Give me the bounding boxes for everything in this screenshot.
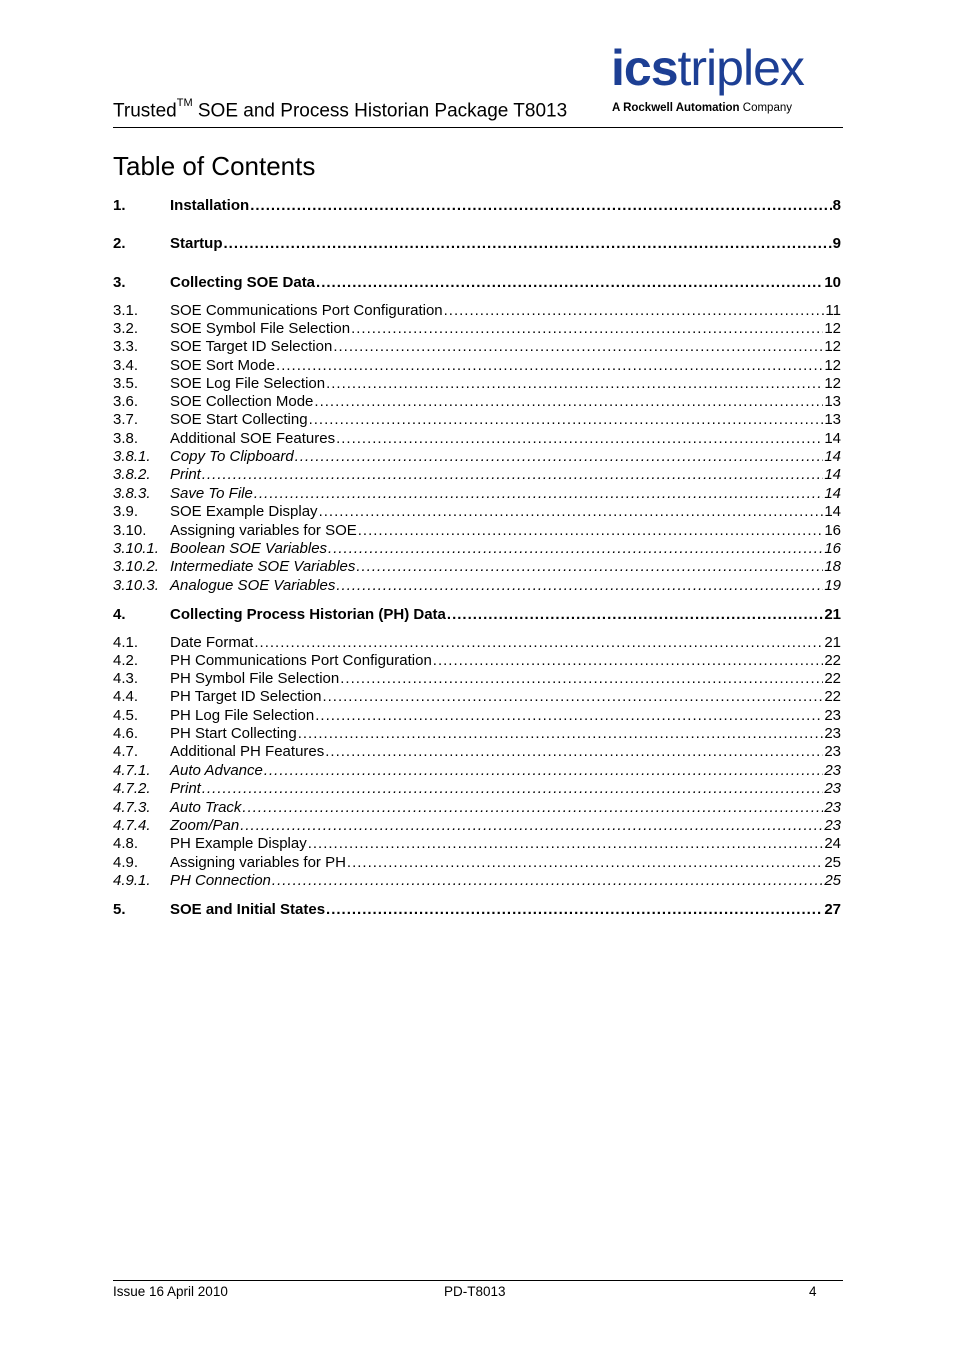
logo-wordmark: [611, 40, 843, 96]
toc-dot-leader: [356, 558, 823, 576]
toc-dot-leader: [319, 503, 824, 521]
toc-entry[interactable]: [113, 430, 841, 448]
toc-entry[interactable]: [113, 320, 841, 338]
toc-entry-title: Additional SOE Features: [170, 430, 336, 447]
toc-dot-leader: [336, 577, 823, 595]
toc-entry-number: 4.3.: [113, 670, 139, 687]
toc-entry-page: 23: [824, 799, 841, 816]
toc-entry[interactable]: [113, 872, 841, 890]
toc-entry-number: 3.8.2.: [113, 466, 151, 483]
toc-entry-page: 25: [824, 854, 841, 871]
toc-entry[interactable]: [113, 652, 841, 670]
toc-dot-leader: [242, 799, 823, 817]
toc-entry-number: 3.3.: [113, 338, 139, 355]
toc-entry-title: SOE Symbol File Selection: [170, 320, 351, 337]
toc-entry[interactable]: [113, 799, 841, 817]
toc-entry-page: 16: [824, 540, 841, 557]
toc-entry[interactable]: [113, 522, 841, 540]
toc-entry-title: Print: [170, 780, 201, 797]
toc-dot-leader: [444, 302, 825, 320]
toc-dot-leader: [358, 522, 824, 540]
toc-dot-leader: [298, 725, 824, 743]
trademark-superscript: TM: [176, 97, 193, 109]
toc-entry[interactable]: [113, 743, 841, 761]
toc-entry-page: 16: [824, 522, 841, 539]
toc-dot-leader: [326, 375, 823, 393]
toc-entry[interactable]: [113, 835, 841, 853]
toc-dot-leader: [333, 338, 823, 356]
toc-entry-page: 24: [824, 835, 841, 852]
toc-entry-number: 4.9.1.: [113, 872, 151, 889]
toc-entry-number: 3.7.: [113, 411, 139, 428]
toc-entry-title: SOE Example Display: [170, 503, 318, 520]
toc-entry-number: 4.4.: [113, 688, 139, 705]
toc-dot-leader: [240, 817, 823, 835]
toc-entry-title: SOE Log File Selection: [170, 375, 326, 392]
toc-entry[interactable]: [113, 762, 841, 780]
toc-entry[interactable]: [113, 302, 841, 320]
toc-entry-title: Additional PH Features: [170, 743, 325, 760]
toc-dot-leader: [336, 430, 823, 448]
toc-dot-leader: [340, 670, 823, 688]
toc-dot-leader: [272, 872, 823, 890]
toc-entry[interactable]: [113, 725, 841, 743]
toc-entry-page: 12: [824, 375, 841, 392]
toc-entry-title: SOE Sort Mode: [170, 357, 276, 374]
toc-entry-title: Print: [170, 466, 201, 483]
toc-entry-title: SOE Collection Mode: [170, 393, 314, 410]
toc-entry-title: Installation: [170, 197, 250, 214]
toc-entry[interactable]: [113, 235, 841, 253]
logo-tagline-brand: A Rockwell Automation: [612, 102, 740, 114]
toc-entry[interactable]: [113, 817, 841, 835]
toc-entry-page: 14: [824, 466, 841, 483]
toc-entry[interactable]: [113, 577, 841, 595]
toc-entry-page: 22: [824, 652, 841, 669]
toc-entry-title: SOE Start Collecting: [170, 411, 308, 428]
toc-entry-page: 12: [824, 320, 841, 337]
toc-entry-title: Collecting SOE Data: [170, 274, 316, 291]
toc-dot-leader: [276, 357, 823, 375]
toc-entry-page: 14: [824, 503, 841, 520]
toc-entry-title: Auto Advance: [170, 762, 263, 779]
toc-dot-leader: [316, 274, 823, 292]
toc-entry-page: 11: [825, 302, 841, 319]
toc-heading: Table of Contents: [113, 151, 316, 181]
toc-entry-title: Analogue SOE Variables: [170, 577, 336, 594]
toc-entry-title: Startup: [170, 235, 223, 252]
toc-entry-page: 27: [824, 901, 841, 918]
toc-entry[interactable]: [113, 707, 841, 725]
toc-entry[interactable]: [113, 411, 841, 429]
toc-entry-page: 23: [824, 707, 841, 724]
toc-entry-page: 23: [824, 762, 841, 779]
toc-dot-leader: [202, 466, 823, 484]
toc-dot-leader: [322, 688, 823, 706]
toc-entry-number: 3.: [113, 274, 126, 291]
toc-entry-title: SOE and Initial States: [170, 901, 326, 918]
toc-entry-page: 9: [832, 235, 841, 252]
toc-entry-title: Save To File: [170, 485, 253, 502]
toc-entry[interactable]: [113, 448, 841, 466]
logo-triplex: triplex: [677, 40, 804, 96]
toc-entry-title: PH Communications Port Configuration: [170, 652, 432, 669]
toc-dot-leader: [224, 235, 832, 253]
toc-entry-page: 18: [824, 558, 841, 575]
toc-entry[interactable]: [113, 606, 841, 624]
toc-entry-title: Intermediate SOE Variables: [170, 558, 356, 575]
toc-entry-title: PH Log File Selection: [170, 707, 315, 724]
title-prefix: Trusted: [113, 100, 177, 122]
toc-entry-number: 4.7.1.: [113, 762, 151, 779]
toc-entry-page: 13: [824, 411, 841, 428]
toc-entry-title: PH Example Display: [170, 835, 307, 852]
toc-dot-leader: [326, 901, 823, 919]
toc-entry-page: 14: [824, 448, 841, 465]
toc-entry[interactable]: [113, 854, 841, 872]
toc-dot-leader: [309, 411, 824, 429]
toc-entry-number: 3.1.: [113, 302, 139, 319]
toc-entry[interactable]: [113, 780, 841, 798]
toc-entry-page: 19: [824, 577, 841, 594]
toc-entry-number: 3.10.2.: [113, 558, 159, 575]
toc-entry-number: 4.5.: [113, 707, 139, 724]
toc-entry-title: PH Connection: [170, 872, 271, 889]
toc-entry-page: 23: [824, 780, 841, 797]
toc-dot-leader: [308, 835, 824, 853]
toc-dot-leader: [314, 393, 823, 411]
toc-dot-leader: [351, 320, 823, 338]
toc-entry-page: 23: [824, 743, 841, 760]
toc-dot-leader: [254, 485, 823, 503]
toc-entry-number: 4.1.: [113, 634, 139, 651]
toc-entry[interactable]: [113, 540, 841, 558]
toc-entry-number: 4.2.: [113, 652, 139, 669]
toc-dot-leader: [264, 762, 823, 780]
toc-entry[interactable]: [113, 357, 841, 375]
footer-page-number: 4: [809, 1284, 817, 1299]
toc-entry[interactable]: [113, 503, 841, 521]
toc-dot-leader: [315, 707, 823, 725]
toc-entry-number: 5.: [113, 901, 126, 918]
toc-entry-page: 14: [824, 485, 841, 502]
toc-entry-page: 23: [824, 817, 841, 834]
toc-entry-title: Assigning variables for SOE: [170, 522, 357, 539]
toc-entry-number: 3.5.: [113, 375, 139, 392]
toc-entry[interactable]: [113, 901, 841, 919]
toc-entry-page: 22: [824, 670, 841, 687]
toc-entry-number: 3.10.1.: [113, 540, 159, 557]
toc-entry[interactable]: [113, 485, 841, 503]
toc-entry-number: 4.6.: [113, 725, 139, 742]
toc-entry-number: 4.7.3.: [113, 799, 151, 816]
toc-entry-title: Assigning variables for PH: [170, 854, 346, 871]
toc-entry[interactable]: [113, 375, 841, 393]
toc-entry[interactable]: [113, 634, 841, 652]
toc-entry-number: 2.: [113, 235, 126, 252]
toc-entry-page: 12: [824, 357, 841, 374]
toc-entry-number: 1.: [113, 197, 126, 214]
toc-entry-number: 3.10.3.: [113, 577, 159, 594]
toc-entry-number: 3.10.: [113, 522, 147, 539]
toc-entry-number: 3.6.: [113, 393, 139, 410]
toc-dot-leader: [254, 634, 823, 652]
logo-tagline: [612, 102, 792, 114]
toc-entry-title: Zoom/Pan: [170, 817, 240, 834]
toc-dot-leader: [328, 540, 823, 558]
toc-entry-number: 4.7.4.: [113, 817, 151, 834]
toc-entry-number: 3.8.: [113, 430, 139, 447]
toc-entry-title: SOE Communications Port Configuration: [170, 302, 443, 319]
toc-entry-number: 4.7.: [113, 743, 139, 760]
footer-issue: Issue 16 April 2010: [113, 1284, 228, 1299]
footer-doc-code: PD-T8013: [444, 1284, 506, 1299]
logo-tagline-company: Company: [739, 102, 792, 114]
toc-entry-page: 25: [824, 872, 841, 889]
toc-entry-page: 21: [824, 634, 841, 651]
toc-entry-number: 4.: [113, 606, 126, 623]
header-divider: [113, 127, 843, 128]
toc-entry-page: 13: [824, 393, 841, 410]
toc-entry-page: 10: [824, 274, 841, 291]
toc-entry-number: 4.7.2.: [113, 780, 151, 797]
toc-entry-page: 21: [824, 606, 841, 623]
toc-entry-title: SOE Target ID Selection: [170, 338, 333, 355]
toc-entry[interactable]: [113, 558, 841, 576]
toc-entry-number: 3.8.1.: [113, 448, 151, 465]
footer-divider: [113, 1280, 843, 1281]
toc-entry-title: Date Format: [170, 634, 254, 651]
toc-dot-leader: [433, 652, 824, 670]
toc-entry-title: PH Target ID Selection: [170, 688, 322, 705]
toc-entry-number: 3.8.3.: [113, 485, 151, 502]
toc-entry-title: PH Start Collecting: [170, 725, 297, 742]
toc-entry-title: Boolean SOE Variables: [170, 540, 328, 557]
toc-dot-leader: [202, 780, 823, 798]
toc-dot-leader: [447, 606, 823, 624]
toc-entry-number: 3.4.: [113, 357, 139, 374]
toc-entry[interactable]: [113, 466, 841, 484]
toc-entry[interactable]: [113, 274, 841, 292]
toc-entry-page: 8: [832, 197, 841, 214]
toc-entry-title: PH Symbol File Selection: [170, 670, 340, 687]
toc-entry-number: 3.2.: [113, 320, 139, 337]
document-header-title: [113, 97, 568, 122]
toc-entry-title: Auto Track: [170, 799, 242, 816]
ics-triplex-logo: [611, 40, 843, 120]
toc-entry[interactable]: [113, 197, 841, 215]
toc-entry-page: 12: [824, 338, 841, 355]
toc-dot-leader: [325, 743, 823, 761]
toc-entry[interactable]: [113, 670, 841, 688]
toc-entry-title: Copy To Clipboard: [170, 448, 294, 465]
toc-entry[interactable]: [113, 393, 841, 411]
toc-dot-leader: [347, 854, 823, 872]
toc-dot-leader: [295, 448, 824, 466]
toc-entry-number: 4.8.: [113, 835, 139, 852]
toc-entry-page: 14: [824, 430, 841, 447]
toc-entry[interactable]: [113, 688, 841, 706]
logo-ics: ics: [611, 40, 678, 96]
toc-entry-number: 3.9.: [113, 503, 139, 520]
toc-entry-page: 22: [824, 688, 841, 705]
toc-entry-number: 4.9.: [113, 854, 139, 871]
toc-dot-leader: [250, 197, 831, 215]
toc-entry[interactable]: [113, 338, 841, 356]
toc-entry-title: Collecting Process Historian (PH) Data: [170, 606, 446, 623]
title-rest: SOE and Process Historian Package T8013: [192, 100, 568, 122]
toc-entry-page: 23: [824, 725, 841, 742]
